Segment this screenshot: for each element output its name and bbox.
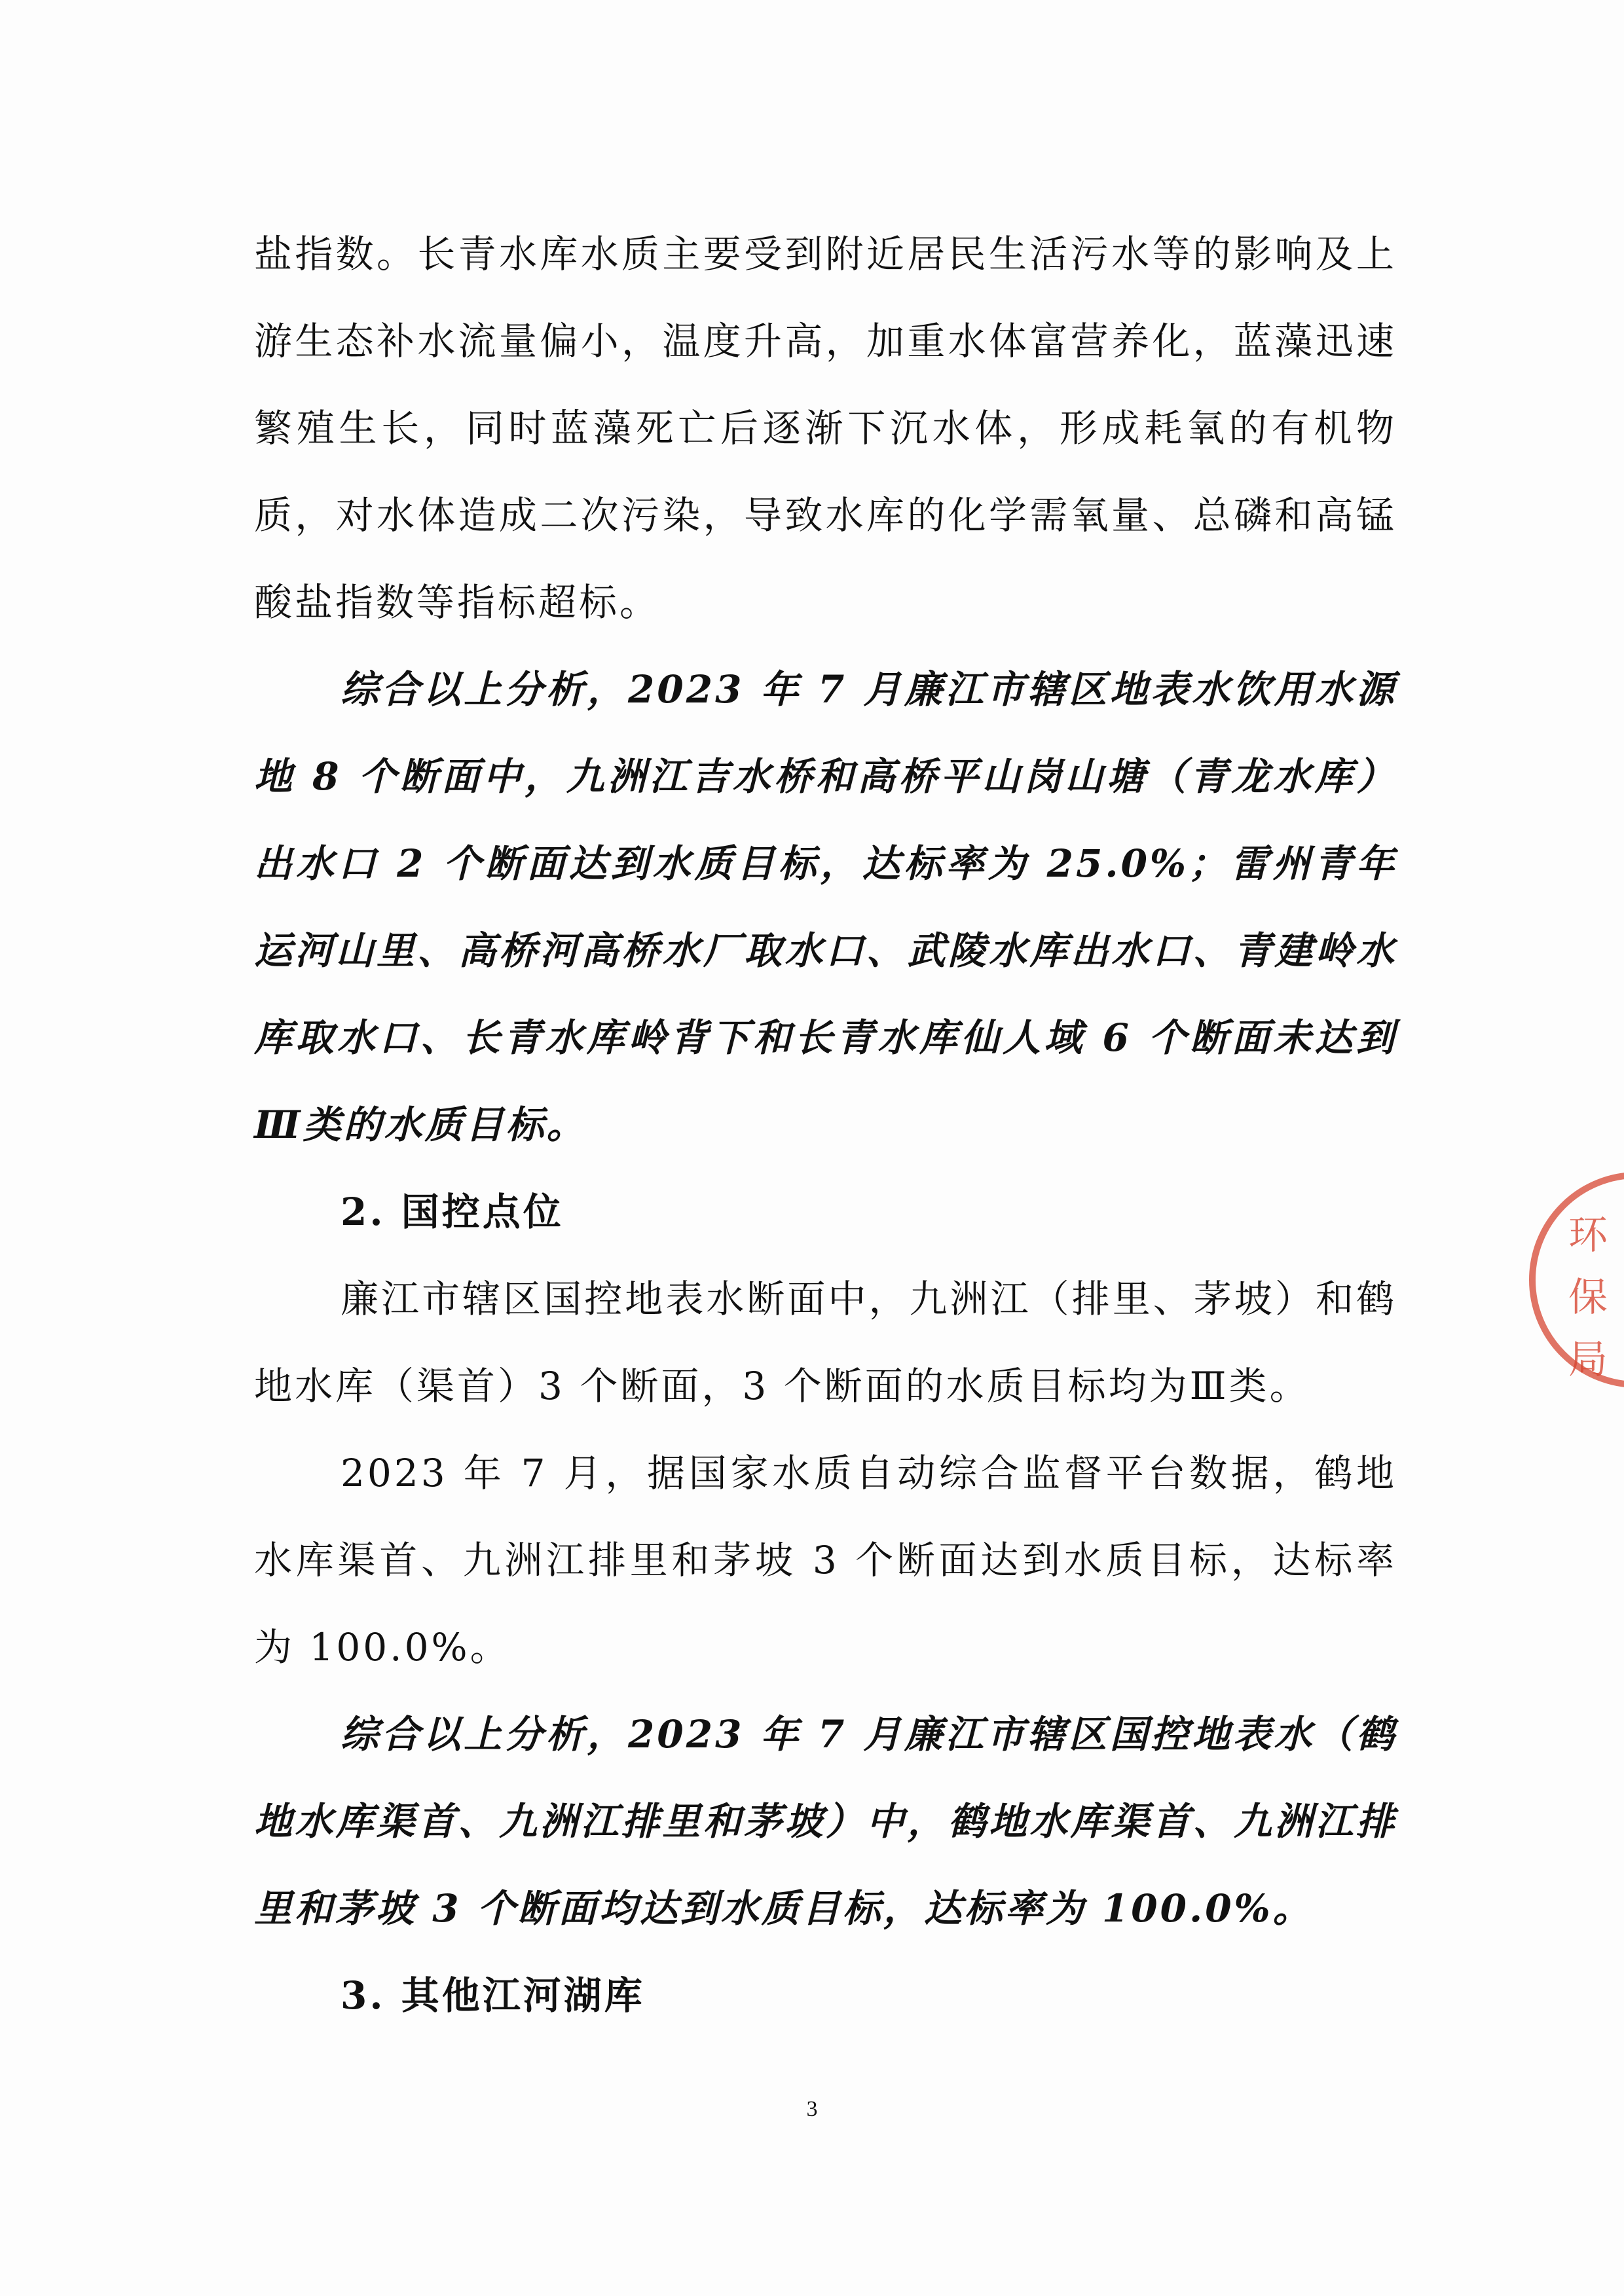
paragraph-national-summary: 综合以上分析，2023 年 7 月廉江市辖区国控地表水（鹤地水库渠首、九洲江排里和茅坡）中，鹤地水库渠首、九洲江排里和茅坡 3 个断面均达到水质目标，达标率为 100.0%。 [254,1712,1397,1931]
heading-other-rivers-lakes: 3. 其他江河湖库 [341,1973,645,2018]
official-seal-text: 环 保 局 [1568,1212,1608,1383]
page-number: 3 [806,2097,818,2121]
paragraph-reservoir-pollution: 盐指数。长青水库水质主要受到附近居民生活污水等的影响及上游生态补水流量偏小，温度升高，加重水体富营养化，蓝藻迅速繁殖生长，同时蓝藻死亡后逐渐下沉水体，形成耗氧的有机物质，对水体造成二次污染，导致水库的化学需氧量、总磷和高锰酸盐指数等指标超标。 [254,232,1397,625]
document-body [254,211,1397,2039]
heading-national-monitoring-points: 2. 国控点位 [341,1190,564,1234]
paragraph-july-platform-data: 2023 年 7 月，据国家水质自动综合监督平台数据，鹤地水库渠首、九洲江排里和茅坡 3 个断面达到水质目标，达标率为 100.0%。 [254,1451,1397,1669]
paragraph-national-sections: 廉江市辖区国控地表水断面中，九洲江（排里、茅坡）和鹤地水库（渠首）3 个断面，3 个断面的水质目标均为Ⅲ类。 [254,1277,1397,1408]
paragraph-drinking-water-summary: 综合以上分析，2023 年 7 月廉江市辖区地表水饮用水源地 8 个断面中，九洲江吉水桥和高桥平山岗山塘（青龙水库）出水口 2 个断面达到水质目标，达标率为 25.0%；雷州青年运河山里、高桥河高桥水厂取水口、武陵水库出水口、青建岭水库取水口、长青水库岭背下和长青水库仙人域 6 个断面未达到Ⅲ类的水质目标。 [254,667,1397,1147]
